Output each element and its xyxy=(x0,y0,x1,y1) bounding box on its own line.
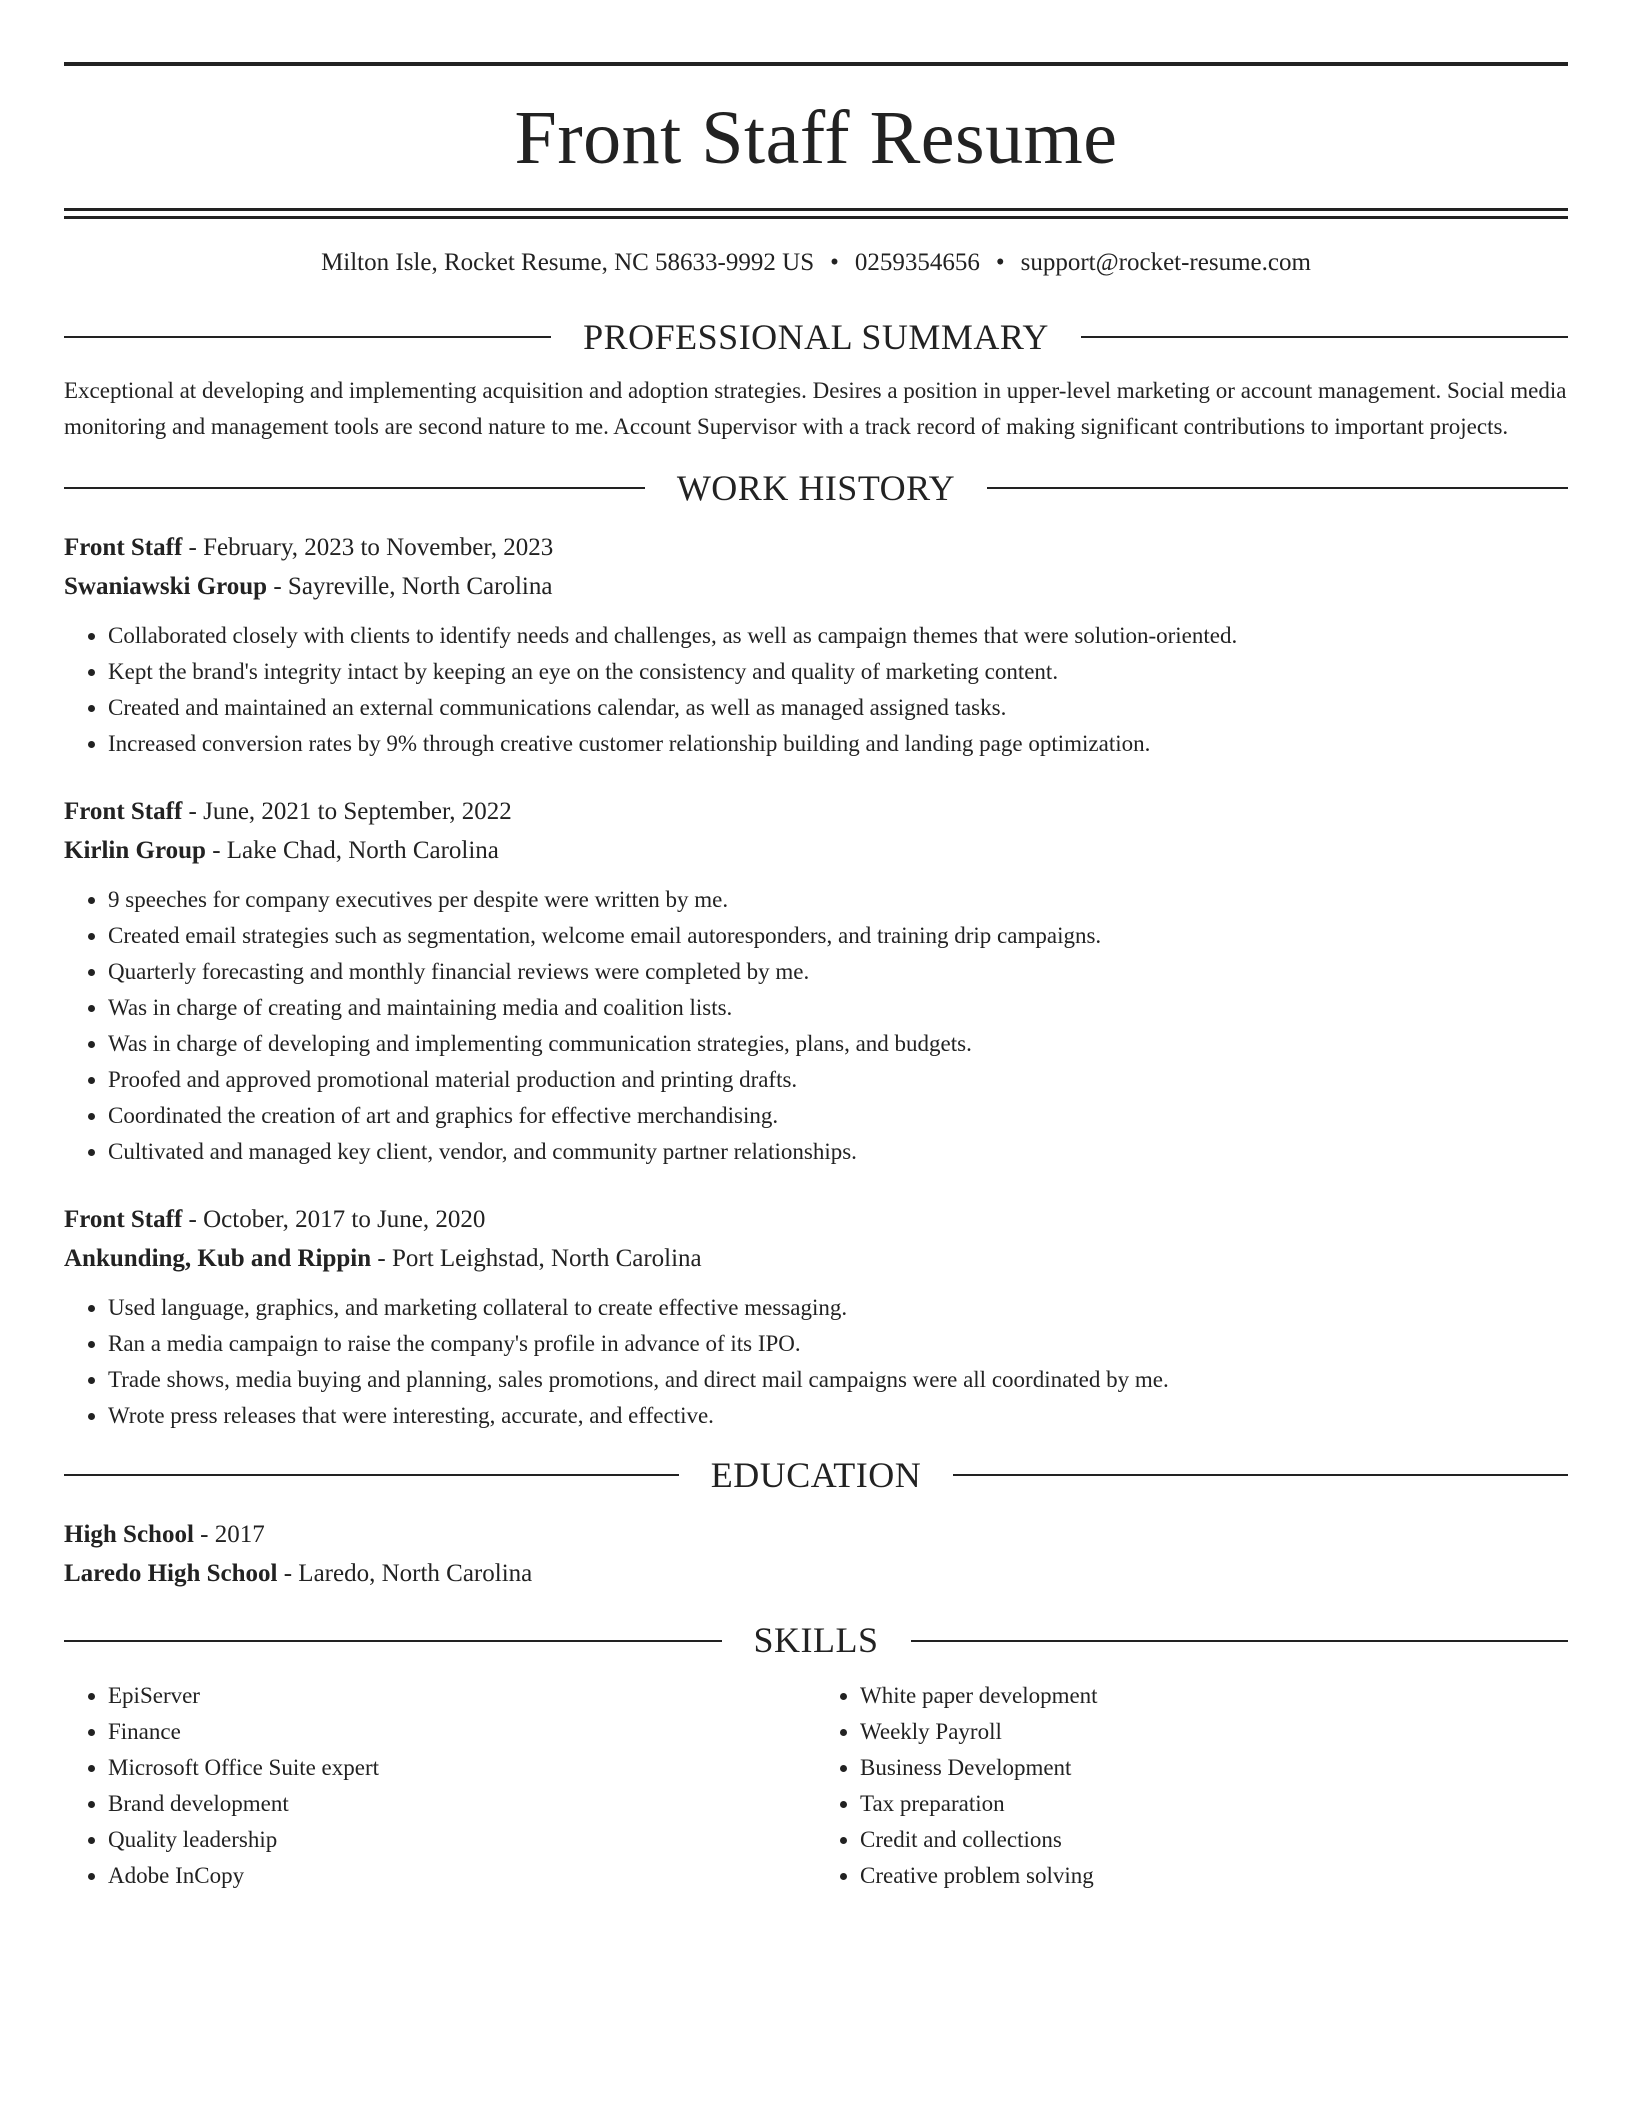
job-bullets xyxy=(64,1290,1568,1434)
skills-columns xyxy=(64,1678,1568,1894)
title-double-rule xyxy=(64,208,1568,219)
section-heading-work xyxy=(64,467,1568,510)
job-dates: - June, 2021 to September, 2022 xyxy=(182,797,512,825)
education-year: - 2017 xyxy=(193,1521,265,1549)
job-bullet: • 9 speeches for company executives per despite were written by me. xyxy=(108,882,1568,918)
heading-rule xyxy=(953,1474,1568,1476)
section-title-summary: PROFESSIONAL SUMMARY xyxy=(583,316,1049,357)
job-bullet: • Wrote press releases that were interesting, accurate, and effective. xyxy=(108,1398,1568,1434)
job-bullets xyxy=(64,618,1568,762)
work-history-list xyxy=(64,528,1568,1434)
heading-rule xyxy=(64,1640,722,1642)
job-title-line xyxy=(64,1200,1568,1239)
job-bullet: • Used language, graphics, and marketing collateral to create effective messaging. xyxy=(108,1290,1568,1326)
skill-item: • Creative problem solving xyxy=(860,1858,1568,1894)
contact-info xyxy=(64,247,1568,280)
skill-item: • Microsoft Office Suite expert xyxy=(108,1750,816,1786)
job-entry xyxy=(64,1200,1568,1434)
job-location: - Sayreville, North Carolina xyxy=(267,572,553,600)
job-bullet: • Was in charge of creating and maintaining media and coalition lists. xyxy=(108,990,1568,1026)
education-school-line xyxy=(64,1554,1568,1593)
skill-item: • Credit and collections xyxy=(860,1822,1568,1858)
skill-item: • Finance xyxy=(108,1714,816,1750)
education-entry xyxy=(64,1515,1568,1593)
skills-column-left xyxy=(64,1678,816,1894)
job-bullet: • Increased conversion rates by 9% through creative customer relationship building and landing page optimization. xyxy=(108,726,1568,762)
contact-separator: • xyxy=(830,249,839,276)
contact-separator: • xyxy=(995,249,1005,276)
job-company: Ankunding, Kub and Rippin xyxy=(64,1244,372,1272)
skill-item: • Business Development xyxy=(860,1750,1568,1786)
education-degree-line xyxy=(64,1515,1568,1554)
job-bullet: • Kept the brand's integrity intact by keeping an eye on the consistency and quality of marketing content. xyxy=(108,654,1568,690)
job-role: Front Staff xyxy=(64,533,183,561)
section-title-skills: SKILLS xyxy=(753,1620,879,1661)
job-company: Swaniawski Group xyxy=(64,572,268,600)
section-title-education: EDUCATION xyxy=(710,1454,922,1495)
heading-rule xyxy=(64,487,645,489)
skill-item: • Weekly Payroll xyxy=(860,1714,1568,1750)
heading-rule xyxy=(987,487,1568,489)
skills-column-right xyxy=(816,1678,1568,1894)
section-heading-summary xyxy=(64,316,1568,359)
job-location: - Lake Chad, North Carolina xyxy=(205,836,499,864)
job-bullet: • Proofed and approved promotional material production and printing drafts. xyxy=(108,1062,1568,1098)
job-bullets xyxy=(64,882,1568,1170)
job-bullet: • Collaborated closely with clients to identify needs and challenges, as well as campaign themes that were solution-oriented. xyxy=(108,618,1568,654)
job-bullet: • Ran a media campaign to raise the company's profile in advance of its IPO. xyxy=(108,1326,1568,1362)
job-company-line xyxy=(64,1239,1568,1278)
skill-item: • Tax preparation xyxy=(860,1786,1568,1822)
skill-item: • Brand development xyxy=(108,1786,816,1822)
job-company-line xyxy=(64,567,1568,606)
job-bullet: • Coordinated the creation of art and graphics for effective merchandising. xyxy=(108,1098,1568,1134)
section-heading-skills xyxy=(64,1619,1568,1662)
job-bullet: • Was in charge of developing and implementing communication strategies, plans, and budgets. xyxy=(108,1026,1568,1062)
contact-email: support@rocket-resume.com xyxy=(1020,249,1311,276)
job-company: Kirlin Group xyxy=(64,836,206,864)
contact-address: Milton Isle, Rocket Resume, NC 58633-9992 US xyxy=(321,249,815,276)
job-title-line xyxy=(64,792,1568,831)
job-role: Front Staff xyxy=(64,797,183,825)
heading-rule xyxy=(64,1474,679,1476)
contact-phone: 0259354656 xyxy=(854,249,980,276)
job-bullet: • Trade shows, media buying and planning, sales promotions, and direct mail campaigns were all coordinated by me. xyxy=(108,1362,1568,1398)
heading-rule xyxy=(911,1640,1569,1642)
job-location: - Port Leighstad, North Carolina xyxy=(371,1244,702,1272)
skill-item: • Quality leadership xyxy=(108,1822,816,1858)
job-bullet: • Created and maintained an external communications calendar, as well as managed assigned tasks. xyxy=(108,690,1568,726)
education-location: - Laredo, North Carolina xyxy=(277,1560,533,1588)
section-title-work: WORK HISTORY xyxy=(676,467,956,508)
job-entry xyxy=(64,528,1568,762)
skill-item: • EpiServer xyxy=(108,1678,816,1714)
skill-item: • White paper development xyxy=(860,1678,1568,1714)
top-rule xyxy=(64,62,1568,66)
education-school: Laredo High School xyxy=(64,1560,278,1588)
job-dates: - February, 2023 to November, 2023 xyxy=(182,533,554,561)
job-bullet: • Quarterly forecasting and monthly financial reviews were completed by me. xyxy=(108,954,1568,990)
education-degree: High School xyxy=(64,1521,194,1549)
job-bullet: • Cultivated and managed key client, vendor, and community partner relationships. xyxy=(108,1134,1568,1170)
job-bullet: • Created email strategies such as segmentation, welcome email autoresponders, and training drip campaigns. xyxy=(108,918,1568,954)
heading-rule xyxy=(1081,336,1568,338)
job-entry xyxy=(64,792,1568,1170)
job-role: Front Staff xyxy=(64,1205,183,1233)
job-company-line xyxy=(64,831,1568,870)
section-heading-education xyxy=(64,1454,1568,1497)
resume-title: Front Staff Resume xyxy=(514,96,1118,180)
heading-rule xyxy=(64,336,551,338)
job-title-line xyxy=(64,528,1568,567)
summary-text: Exceptional at developing and implementing acquisition and adoption strategies. Desires a position in upper-level marketing or account management. Social media monitoring and management tools are second nature to me. Account Supervisor with a track record of making significant contributions to important projects. xyxy=(64,377,1567,439)
skill-item: • Adobe InCopy xyxy=(108,1858,816,1894)
job-dates: - October, 2017 to June, 2020 xyxy=(182,1205,486,1233)
